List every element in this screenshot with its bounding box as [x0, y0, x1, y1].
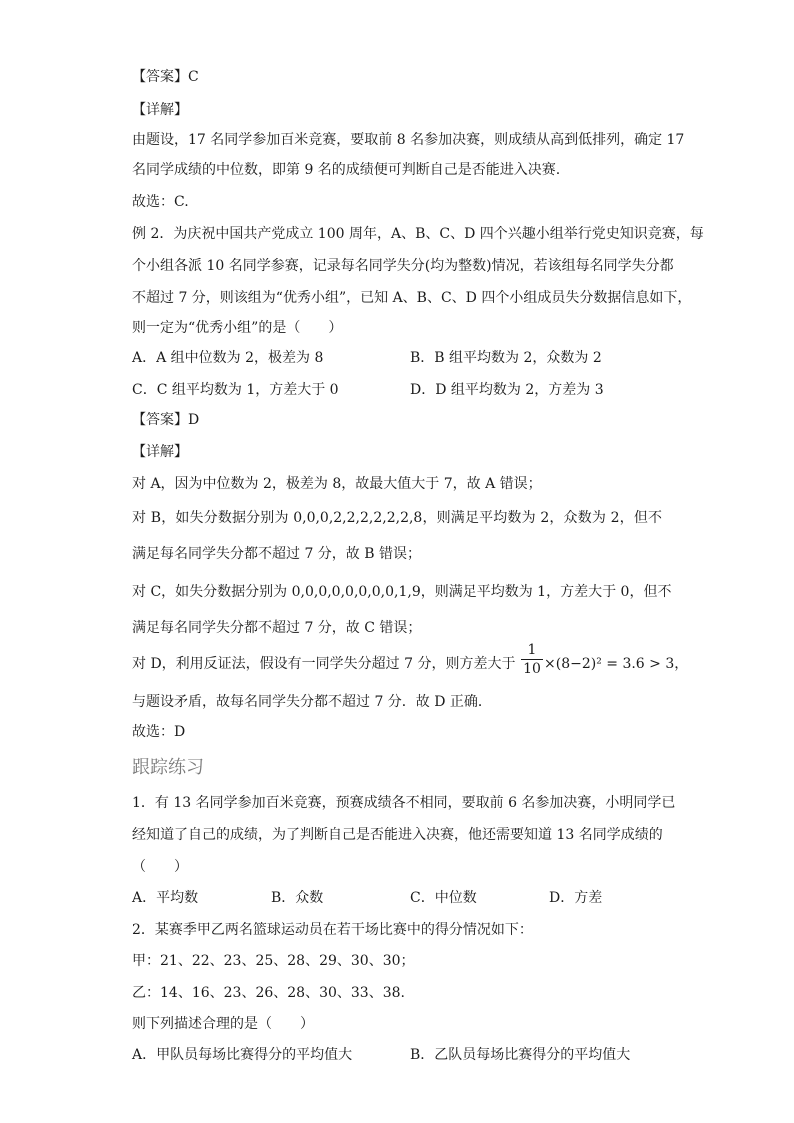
option-c: C．C 组平均数为 1，方差大于 0 [132, 382, 339, 398]
question-stem-line: 则一定为“优秀小组”的是（ ） [132, 320, 343, 336]
option-c: C．中位数 [410, 890, 477, 906]
choose-line: 故选：D [132, 724, 186, 740]
option-d: D．D 组平均数为 2，方差为 3 [410, 382, 604, 398]
fraction-denominator: 10 [523, 661, 541, 677]
math-expression: ×(8−2)² = 3.6 > 3， [544, 656, 689, 672]
detail-line-d: 与题设矛盾，故每名同学失分都不超过 7 分．故 D 正确． [132, 694, 492, 710]
question-stem-line: 则下列描述合理的是（ ） [132, 1016, 314, 1032]
detail-line-a: 对 A，因为中位数为 2，极差为 8，故最大值大于 7，故 A 错误； [132, 476, 542, 492]
question-stem-line: 个小组各派 10 名同学参赛，记录每名同学失分(均为整数)情况，若该组每名同学失分都 [132, 258, 674, 274]
question-stem-line: 2．某赛季甲乙两名篮球运动员在若干场比赛中的得分情况如下： [132, 922, 533, 938]
data-line-jia: 甲：21、22、23、25、28、29、30、30； [132, 953, 415, 969]
option-d: D．方差 [549, 890, 603, 906]
option-a: A．A 组中位数为 2，极差为 8 [132, 350, 324, 366]
detail-line-c: 满足每名同学失分都不超过 7 分，故 C 错误； [132, 620, 422, 636]
data-line-yi: 乙：14、16、23、26、28、30、33、38. [132, 985, 405, 1001]
option-b: B．乙队员每场比赛得分的平均值大 [410, 1047, 631, 1063]
fraction-numerator: 1 [527, 642, 537, 658]
answer-label: 【答案】C [132, 69, 199, 85]
option-a: A．平均数 [132, 890, 199, 906]
question-stem-line: 不超过 7 分，则该组为“优秀小组”，已知 A、B、C、D 四个小组成员失分数据信息如下， [132, 290, 692, 306]
option-b: B．B 组平均数为 2，众数为 2 [410, 350, 602, 366]
answer-label: 【答案】D [132, 412, 200, 428]
option-b: B．众数 [271, 890, 324, 906]
question-stem-line: 例 2．为庆祝中国共产党成立 100 周年，A、B、C、D 四个兴趣小组举行党史知识竞赛，每 [132, 226, 704, 242]
detail-line-b: 满足每名同学失分都不超过 7 分，故 B 错误； [132, 546, 421, 562]
question-stem-line: （ ） [132, 859, 188, 875]
fraction [521, 642, 543, 677]
fraction-bar [521, 659, 543, 660]
detail-heading: 【详解】 [132, 444, 188, 460]
explanation-line: 由题设，17 名同学参加百米竞赛，要取前 8 名参加决赛，则成绩从高到低排列，确定 17 [132, 132, 685, 148]
detail-line-b: 对 B，如失分数据分别为 0,0,0,2,2,2,2,2,2,8，则满足平均数为 2，众数为 2，但不 [132, 510, 662, 526]
question-stem-line: 1．有 13 名同学参加百米竞赛，预赛成绩各不相同，要取前 6 名参加决赛，小明同学已 [132, 795, 676, 811]
choose-line: 故选：C. [132, 194, 189, 210]
option-a: A．甲队员每场比赛得分的平均值大 [132, 1047, 353, 1063]
detail-heading: 【详解】 [132, 102, 188, 118]
detail-line-c: 对 C，如失分数据分别为 0,0,0,0,0,0,0,0,1,9，则满足平均数为 1，方差大于 0，但不 [132, 584, 672, 600]
explanation-line: 名同学成绩的中位数，即第 9 名的成绩便可判断自己是否能进入决赛. [132, 162, 561, 178]
section-title: 跟踪练习 [132, 757, 204, 778]
question-stem-line: 经知道了自己的成绩，为了判断自己是否能进入决赛，他还需要知道 13 名同学成绩的 [132, 827, 663, 843]
detail-line-d: 对 D，利用反证法，假设有一同学失分超过 7 分，则方差大于 [132, 656, 516, 672]
